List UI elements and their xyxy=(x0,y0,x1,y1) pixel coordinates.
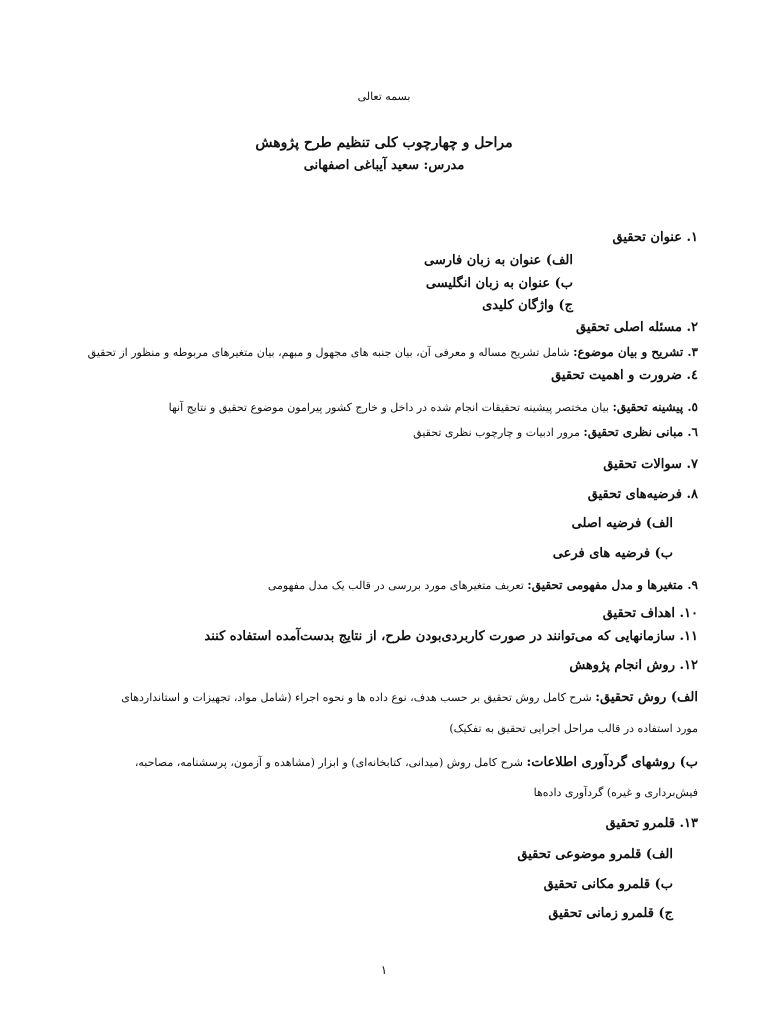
item-12b-description: شرح کامل روش (میدانی، کتابخانه‌ای) و ابزار (مشاهده و آزمون، پرسشنامه، مصاحبه، xyxy=(134,756,527,769)
item-12a xyxy=(121,690,698,706)
item-12a-heading: الف) روش تحقیق: xyxy=(595,690,698,705)
item-12a-description: شرح کامل روش تحقیق بر حسب هدف، نوع داده ها و نحوه اجراء (شامل مواد، تجهیزات و استانداردهای xyxy=(121,691,596,704)
item-9 xyxy=(268,578,698,592)
item-13: ۱۳. قلمرو تحقیق xyxy=(605,816,698,831)
item-13a: الف) قلمرو موضوعی تحقیق xyxy=(517,847,673,862)
item-12a-continued: مورد استفاده در قالب مراحل اجرایی تحقیق به تفکیک) xyxy=(449,722,698,735)
item-9-heading: ۹. متغیرها و مدل مفهومی تحقیق: xyxy=(527,578,698,592)
item-8a: الف) فرضیه اصلی xyxy=(571,516,673,531)
item-2: ۲. مسئله اصلی تحقیق xyxy=(576,320,698,335)
item-11: ۱۱. سازمانهایی که می‌توانند در صورت کاربردی‌بودن طرح، از نتایج بدست‌آمده استفاده کنند xyxy=(204,629,698,644)
item-3 xyxy=(88,345,698,359)
item-13b: ب) قلمرو مکانی تحقیق xyxy=(543,877,673,892)
item-1-title: ۱. عنوان تحقیق xyxy=(612,230,698,245)
item-1a: الف) عنوان به زبان فارسی xyxy=(423,253,573,268)
item-3-description: شامل تشریح مساله و معرفی آن، بیان جنبه های مجهول و مبهم، بیان متغیرهای مربوطه و منظور از تحقیق xyxy=(87,346,574,359)
document-title: مراحل و چهارچوب کلی تنظیم طرح پژوهش xyxy=(255,135,513,151)
item-1c: ج) واژگان کلیدی xyxy=(482,298,573,313)
item-9-description: تعریف متغیرهای مورد بررسی در قالب یک مدل مفهومی xyxy=(267,579,528,592)
item-13c: ج) قلمرو زمانی تحقیق xyxy=(548,906,673,921)
item-12b xyxy=(135,755,698,771)
item-10: ۱۰. اهداف تحقیق xyxy=(602,606,698,621)
item-6-description: مرور ادبیات و چارچوب نظری تحقیق xyxy=(413,426,584,439)
item-6-heading: ٦. مبانی نظری تحقیق: xyxy=(583,425,698,439)
item-5-description: بیان مختصر پیشینه تحقیقات انجام شده در داخل و خارج کشور پیرامون موضوع تحقیق و نتایج آنها xyxy=(168,401,613,414)
item-12b-continued: فیش‌برداری و غیره) گردآوری داده‌ها xyxy=(533,786,698,799)
item-6 xyxy=(413,425,698,439)
item-5-heading: ٥. پیشینه تحقیق: xyxy=(612,400,698,414)
instructor-line: مدرس: سعید آیباغی اصفهانی xyxy=(303,158,465,173)
item-8b: ب) فرضیه های فرعی xyxy=(552,546,673,561)
item-8: ۸. فرضیه‌های تحقیق xyxy=(587,487,698,502)
page-number: ۱ xyxy=(380,963,388,977)
item-4: ٤. ضرورت و اهمیت تحقیق xyxy=(551,368,698,383)
item-1b: ب) عنوان به زبان انگلیسی xyxy=(425,276,573,291)
item-5 xyxy=(169,400,698,414)
invocation-text: بسمه تعالی xyxy=(357,90,411,103)
item-12b-heading: ب) روشهای گردآوری اطلاعات: xyxy=(526,755,698,770)
item-12: ۱۲. روش انجام پژوهش xyxy=(569,658,698,673)
item-7: ۷. سوالات تحقیق xyxy=(603,457,698,472)
item-3-heading: ۳. تشریح و بیان موضوع: xyxy=(573,345,698,359)
